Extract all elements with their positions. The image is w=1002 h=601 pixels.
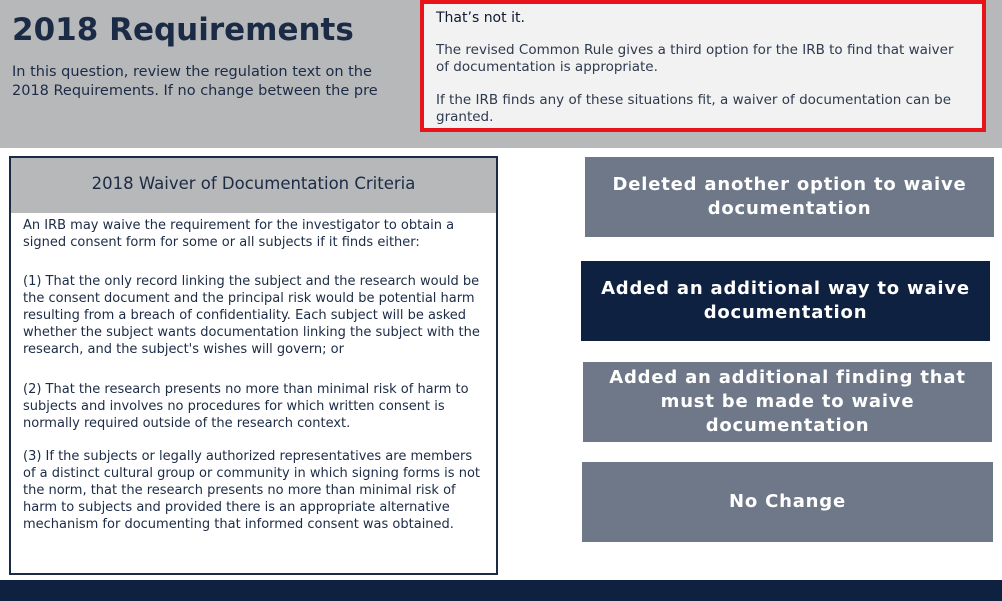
intro-text [12, 63, 452, 101]
feedback-paragraph-2: If the IRB finds any of these situations fit, a waiver of documentation can be granted. [436, 92, 952, 125]
option-added-finding-button[interactable] [583, 362, 992, 442]
option-label: No Change [729, 491, 846, 512]
criteria-body [11, 213, 496, 533]
criteria-item-1: (1) That the only record linking the subject and the research would be the consent document and the principal risk would be potential harm resulting from a breach of confidentiality. Each subject will be asked whether the subject wants documentation linking the subject with the research, and the subject's wishes will govern; or [23, 274, 480, 357]
footer-bar [0, 580, 1002, 601]
feedback-paragraph-1: The revised Common Rule gives a third option for the IRB to find that waiver of documentation is appropriate. [436, 42, 954, 75]
intro-line-1: In this question, review the regulation text on the [12, 64, 372, 80]
feedback-popup [420, 0, 986, 132]
criteria-intro: An IRB may waive the requirement for the investigator to obtain a signed consent form for some or all subjects if it finds either: [23, 218, 455, 250]
criteria-item-2: (2) That the research presents no more than minimal risk of harm to subjects and involves no procedures for which written consent is normally required outside of the research context. [23, 382, 469, 431]
option-label: Deleted another option to waive documentation [612, 174, 967, 219]
page-title: 2018 Requirements [12, 12, 354, 48]
option-label: Added an additional way to waive documentation [601, 278, 970, 323]
option-no-change-button[interactable] [582, 462, 993, 542]
criteria-panel [9, 156, 498, 575]
feedback-title: That’s not it. [436, 10, 525, 26]
criteria-item-3: (3) If the subjects or legally authorized representatives are members of a distinct cultural group or community in which signing forms is not the norm, that the research presents no more than minimal risk of harm to subjects and provided there is an appropriate alternative mechanism for documenting that informed consent was obtained. [23, 449, 480, 532]
criteria-heading: 2018 Waiver of Documentation Criteria [11, 158, 496, 213]
option-label: Added an additional finding that must be made to waive documentation [609, 367, 966, 436]
option-deleted-option-button[interactable] [585, 157, 994, 237]
intro-line-2: 2018 Requirements. If no change between the pre [12, 83, 378, 99]
option-added-way-button[interactable] [581, 261, 990, 341]
